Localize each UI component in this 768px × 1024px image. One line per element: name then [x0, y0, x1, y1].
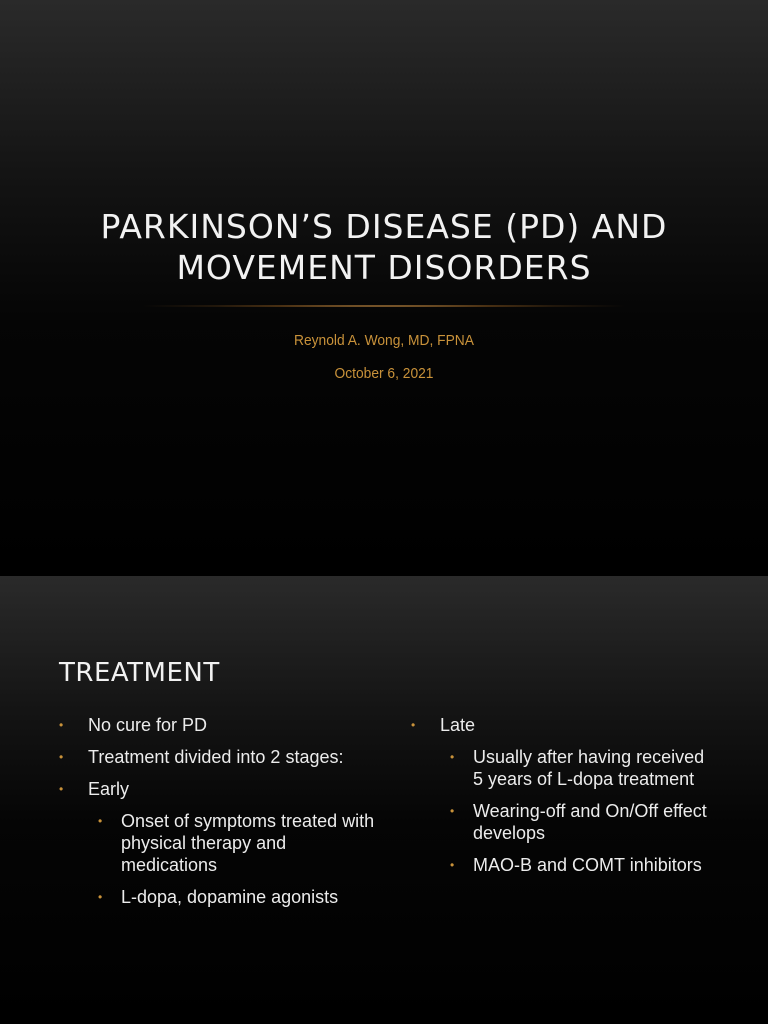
slide-heading: TREATMENT — [59, 658, 220, 688]
bullet-item: • No cure for PD — [59, 714, 379, 736]
author-name: Reynold A. Wong, MD, FPNA — [293, 332, 474, 349]
slide-title-line-1: PARKINSON’S DISEASE (PD) AND — [100, 207, 668, 246]
slide-title-line-2: MOVEMENT DISORDERS — [176, 248, 592, 287]
bullet-item: • Treatment divided into 2 stages: — [59, 746, 379, 768]
treatment-slide — [0, 576, 768, 1024]
bullet-item: • Early — [59, 778, 379, 800]
bullet-item: • Late — [411, 714, 711, 736]
right-bullet-list — [411, 714, 711, 886]
sub-bullet-item: • MAO-B and COMT inhibitors — [411, 854, 711, 876]
slide-title — [40, 206, 728, 288]
presentation-date: October 6, 2021 — [334, 365, 434, 382]
sub-bullet-item: • Usually after having received 5 years of L-dopa treatment — [411, 746, 711, 790]
sub-bullet-item: • L-dopa, dopamine agonists — [59, 886, 379, 908]
title-divider — [140, 305, 628, 307]
sub-bullet-item: • Onset of symptoms treated with physical therapy and medications — [59, 810, 379, 876]
sub-bullet-item: • Wearing-off and On/Off effect develops — [411, 800, 711, 844]
left-bullet-list — [59, 714, 379, 918]
